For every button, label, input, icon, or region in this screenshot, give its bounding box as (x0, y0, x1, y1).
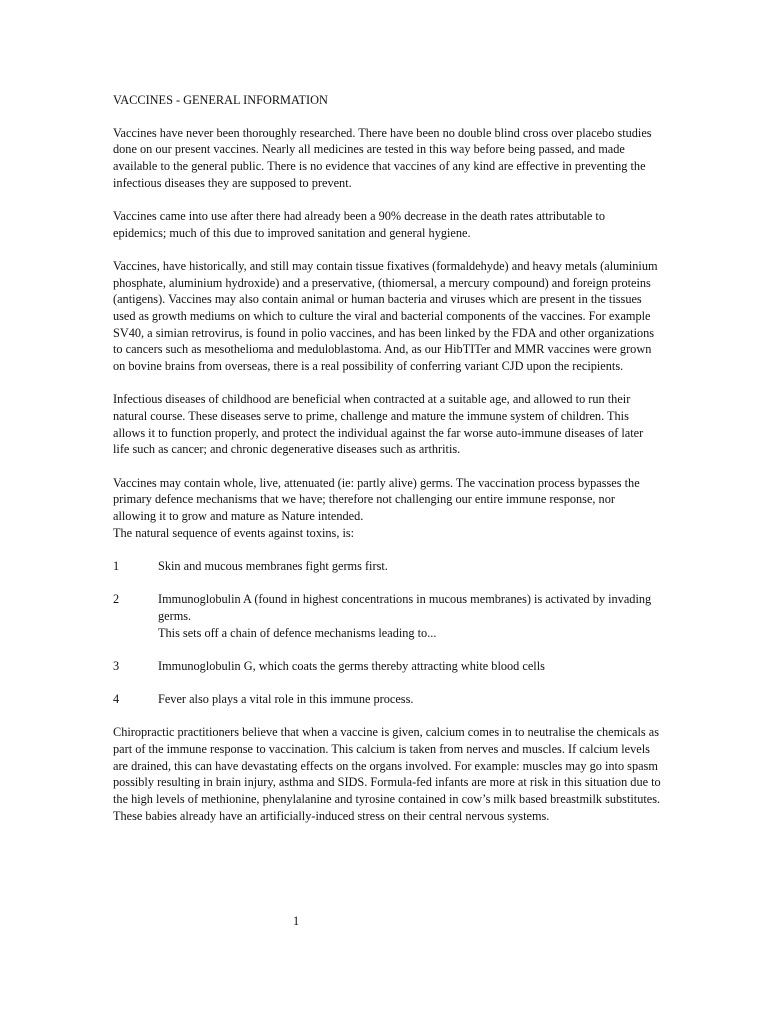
sequence-intro: The natural sequence of events against toxins, is: (113, 525, 355, 540)
list-text (158, 591, 661, 641)
list-text (158, 558, 661, 575)
paragraph-childhood-diseases: Infectious diseases of childhood are beneficial when contracted at a suitable age, and allowed to run their natural course. These diseases serve to prime, challenge and mature the immune system of children. This allows it to function properly, and protect the individual against the far worse auto-immune diseases of later life such as cancer; and chronic degenerative diseases such as arthritis. (113, 392, 644, 457)
paragraph-research: Vaccines have never been thoroughly researched. There have been no double blind cross over placebo studies done on our present vaccines. Nearly all medicines are tested in this way before being passed, and made available to the general public. There is no evidence that vaccines of any kind are effective in preventing the infectious diseases they are supposed to prevent. (113, 125, 652, 190)
list-line: Skin and mucous membranes fight germs first. (158, 558, 388, 573)
list-line: Immunoglobulin G, which coats the germs thereby attracting white blood cells (158, 658, 545, 673)
list-line: This sets off a chain of defence mechanisms leading to... (158, 625, 437, 640)
list-line: Fever also plays a vital role in this immune process. (158, 691, 414, 706)
list-number: 3 (113, 658, 120, 673)
document-page (113, 92, 661, 841)
list-text (158, 691, 661, 708)
page-number: 1 (293, 914, 300, 928)
list-item (113, 591, 661, 641)
list-number: 4 (113, 691, 120, 706)
paragraph-live-germs: Vaccines may contain whole, live, attenuated (ie: partly alive) germs. The vaccination process bypasses the primary defence mechanisms that we have; therefore not challenging our entire immune response, nor allowing it to grow and mature as Nature intended. (113, 475, 640, 524)
list-number: 2 (113, 592, 120, 607)
list-item (113, 658, 661, 675)
list-number: 1 (113, 558, 120, 573)
list-item (113, 691, 661, 708)
document-title: VACCINES - GENERAL INFORMATION (113, 93, 328, 107)
immune-sequence-list (113, 558, 661, 708)
list-text (158, 658, 661, 675)
list-line: Immunoglobulin A (found in highest concentrations in mucous membranes) is activated by invading germs. (158, 592, 652, 623)
paragraph-ingredients: Vaccines, have historically, and still may contain tissue fixatives (formaldehyde) and heavy metals (aluminium phosphate, aluminium hydroxide) and a preservative, (thiomersal, a mercury compound) and foreign proteins (antigens). Vaccines may also contain animal or human bacteria and viruses which are present in the tissues used as growth mediums on which to culture the viral and bacterial components of the vaccines. For example SV40, a simian retrovirus, is found in polio vaccines, and has been linked by the FDA and other organizations to cancers such as mesothelioma and meduloblastoma. And, as our HibTITer and MMR vaccines were grown on bovine brains from overseas, there is a real possibility of conferring variant CJD upon the recipients. (113, 258, 658, 374)
paragraph-chiropractic: Chiropractic practitioners believe that when a vaccine is given, calcium comes in to neutralise the chemicals as part of the immune response to vaccination. This calcium is taken from nerves and muscles. If calcium levels are drained, this can have devastating effects on the organs involved. For example: muscles may go into spasm possibly resulting in brain injury, asthma and SIDS. Formula-fed infants are more at risk in this situation due to the high levels of methionine, phenylalanine and tyrosine contained in cow’s milk based breastmilk substitutes. These babies already have an artificially-induced stress on their central nervous systems. (113, 725, 661, 823)
list-item (113, 558, 661, 575)
paragraph-history: Vaccines came into use after there had already been a 90% decrease in the death rates attributable to epidemics; much of this due to improved sanitation and general hygiene. (113, 209, 605, 240)
